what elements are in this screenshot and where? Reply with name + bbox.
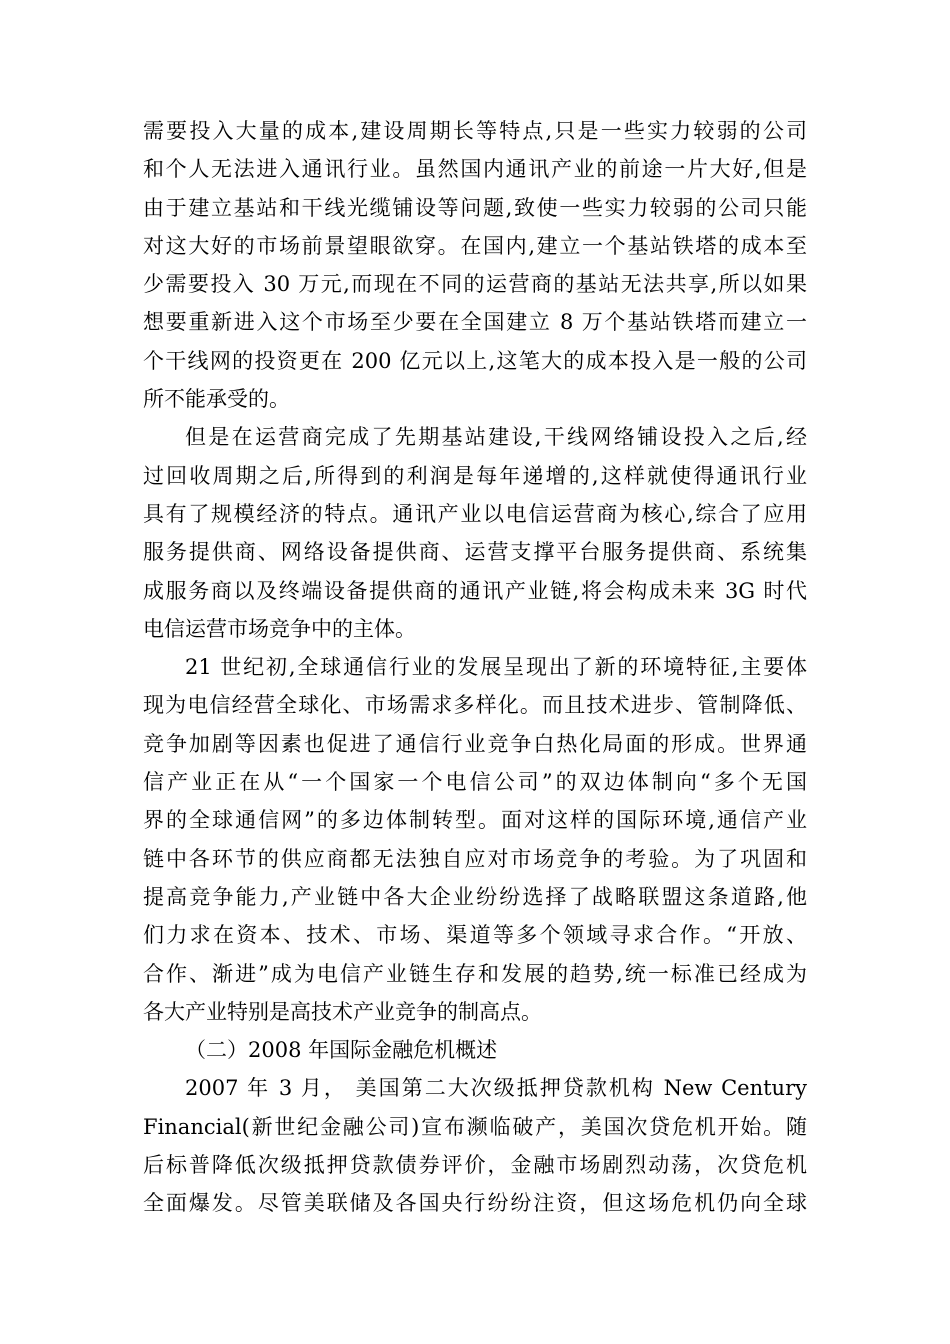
text-line: 21 世纪初,全球通信行业的发展呈现出了新的环境特征,主要体 (185, 655, 807, 680)
text-line: 合作、渐进”成为电信产业链生存和发展的趋势,统一标准已经成为 (143, 961, 807, 986)
text-line: 但是在运营商完成了先期基站建设,干线网络铺设投入之后,经 (185, 425, 807, 450)
text-line: 们力求在资本、技术、市场、渠道等多个领域寻求合作。“开放、 (143, 923, 807, 948)
text-line: Financial(新世纪金融公司)宣布濒临破产，美国次贷危机开始。随 (143, 1114, 807, 1139)
text-line: 提高竞争能力,产业链中各大企业纷纷选择了战略联盟这条道路,他 (143, 884, 807, 909)
text-line: 各大产业特别是高技术产业竞争的制高点。 (143, 999, 542, 1024)
text-line: 信产业正在从“一个国家一个电信公司”的双边体制向“多个无国 (143, 770, 807, 795)
text-line: 全面爆发。尽管美联储及各国央行纷纷注资，但这场危机仍向全球 (143, 1191, 807, 1216)
text-line: 界的全球通信网”的多边体制转型。面对这样的国际环境,通信产业 (143, 808, 807, 833)
paragraph-21st-century (143, 648, 807, 1031)
text-line: 个干线网的投资更在 200 亿元以上,这笔大的成本投入是一般的公司 (143, 348, 807, 373)
paragraph-financial-crisis (143, 1069, 807, 1222)
paragraph-cost (143, 112, 807, 418)
text-line: 2007 年 3 月， 美国第二大次级抵押贷款机构 New Century (185, 1076, 807, 1101)
text-line: 所不能承受的。 (143, 387, 290, 412)
text-line: 具有了规模经济的特点。通讯产业以电信运营商为核心,综合了应用 (143, 501, 807, 526)
text-line: 成服务商以及终端设备提供商的通讯产业链,将会构成未来 3G 时代 (143, 578, 807, 603)
text-line: 和个人无法进入通讯行业。虽然国内通讯产业的前途一片大好,但是 (143, 157, 807, 182)
text-line: 现为电信经营全球化、市场需求多样化。而且技术进步、管制降低、 (143, 693, 807, 718)
section-heading: （二）2008 年国际金融危机概述 (185, 1038, 498, 1063)
text-line: 链中各环节的供应商都无法独自应对市场竞争的考验。为了巩固和 (143, 846, 807, 871)
text-line: 后标普降低次级抵押贷款债券评价，金融市场剧烈动荡，次贷危机 (143, 1153, 807, 1178)
text-line: 需要投入大量的成本,建设周期长等特点,只是一些实力较弱的公司 (143, 119, 807, 143)
document-page (143, 112, 807, 1223)
text-line: 想要重新进入这个市场至少要在全国建立 8 万个基站铁塔而建立一 (143, 310, 807, 335)
paragraph-scale-economy (143, 418, 807, 648)
text-line: 对这大好的市场前景望眼欲穿。在国内,建立一个基站铁塔的成本至 (143, 233, 807, 258)
text-line: 由于建立基站和干线光缆铺设等问题,致使一些实力较弱的公司只能 (143, 195, 807, 220)
text-line: 服务提供商、网络设备提供商、运营支撑平台服务提供商、系统集 (143, 540, 807, 565)
text-line: 竞争加剧等因素也促进了通信行业竞争白热化局面的形成。世界通 (143, 731, 807, 756)
text-line: 过回收周期之后,所得到的利润是每年递增的,这样就使得通讯行业 (143, 463, 807, 488)
text-line: 电信运营市场竞争中的主体。 (143, 616, 416, 641)
text-line: 少需要投入 30 万元,而现在不同的运营商的基站无法共享,所以如果 (143, 272, 807, 297)
